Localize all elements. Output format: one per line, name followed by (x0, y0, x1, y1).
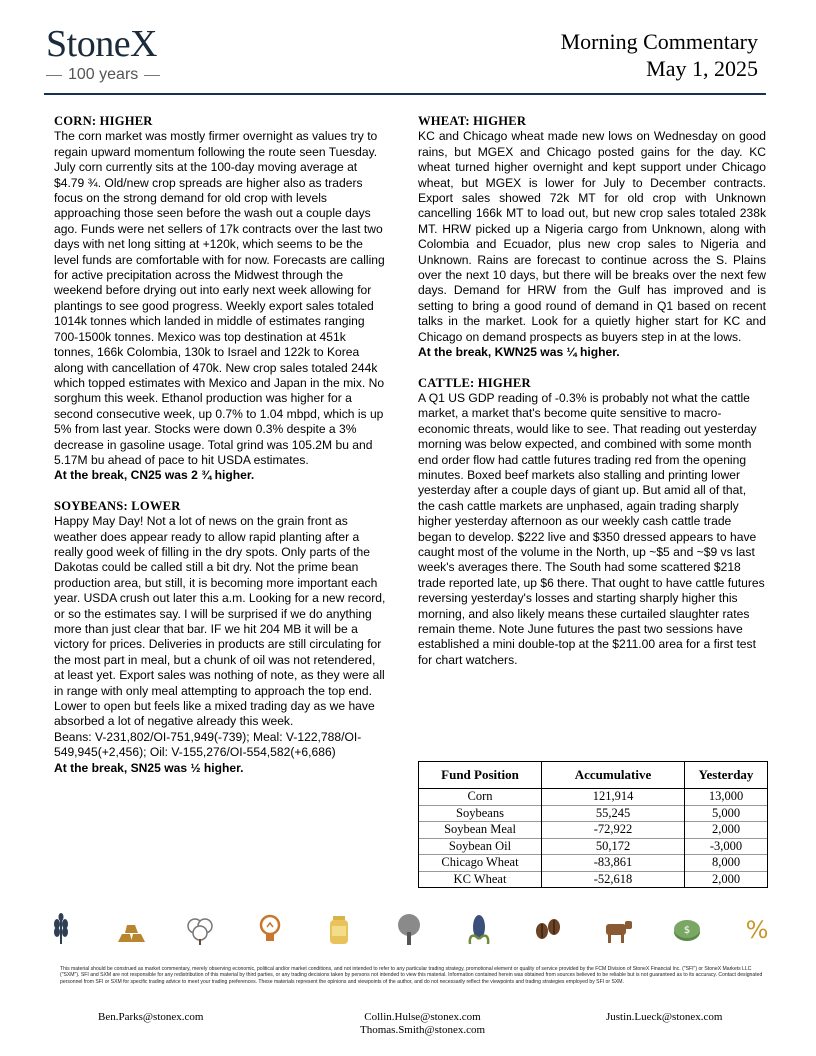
table-cell: 50,172 (542, 838, 685, 855)
table-row (419, 871, 768, 888)
table-row (419, 805, 768, 822)
header-rule (44, 93, 766, 95)
lightbulb-icon (253, 912, 287, 946)
wheat-icon (44, 912, 78, 946)
corn-body: The corn market was mostly firmer overnight as values try to regain upward momentum following the route seen Tuesday. July corn currently sits at the 100-day moving average at $4.79 ¾. Old/new crop spreads are higher also as traders focus on the strong demand for old crop with levels approaching those seen before the wash out a couple days ago. Funds were net sellers of 17k contracts over the last two days with net long sitting at +120k, which seems to be the level funds are comfortable with for now. Forecasts are calling for active precipitation across the Midwest through the weekend before drying out into early next week allowing for plantings to see good progress. Weekly export sales totaled 1014k tonnes which landed in middle of estimates ranging 700-1500k tonnes. Mexico was top destination at 451k tonnes, 166k Colombia, 130k to Israel and 122k to Korea along with cancellation of 470k. New crop sales totaled 244k which topped estimates with Mexico and Japan in the mix. No sorghum this week. Ethanol production was higher for a second consecutive week, up 0.7% to 1.04 mbpd, which is up 5% from last year. Stocks were down 0.3% despite a 3% decrease in gasoline usage. Total grind was 105.2M bu and 5.17M bu ahead of pace to hit USDA estimates. (54, 129, 385, 467)
left-column (54, 114, 388, 776)
wheat-body: KC and Chicago wheat made new lows on Wednesday on good rains, but MGEX and Chicago posted gains for the day. KC wheat turned higher overnight and kept support under Chicago wheat, but MGEX is lower for July to December contracts. Export sales showed 72k MT for old crop with Unknown cancelling 166k MT to load out, but new crop sales totaled 238k MT. HRW picked up a Nigeria cargo from Unknown, along with Colombia and Ecuador, plus new crop sales to Nigeria and Unknown. Rains are forecast to continue across the S. Plains over the next 10 days, but there will be breaks over the next few days. Demand for HRW from the Gulf has improved and is setting to bring a good round of demand in Q1 based on recent talks in the market. Look for a quietly higher start for KC and Chicago on demand prospects as buyers step in at the lows. (418, 129, 766, 344)
fund-position-table (418, 761, 768, 888)
cotton-icon (183, 912, 217, 946)
table-cell: -52,618 (542, 871, 685, 888)
corn-icon (462, 912, 496, 946)
soybeans-stats: Beans: V-231,802/OI-751,949(-739); Meal: V-122,788/OI-549,945(+2,456); Oil: V-155,276/OI-554,582(+6,686) (54, 729, 362, 760)
commodity-icon-strip (44, 905, 774, 953)
table-cell: 2,000 (685, 822, 768, 839)
gold-bars-icon (114, 912, 148, 946)
svg-text:$: $ (684, 925, 691, 936)
money-icon (670, 912, 704, 946)
table-cell: Soybean Meal (419, 822, 542, 839)
table-row (419, 855, 768, 872)
contact-email-link[interactable]: Ben.Parks@stonex.com (98, 1011, 204, 1023)
coffee-beans-icon (531, 912, 565, 946)
table-header: Yesterday (685, 762, 768, 789)
header-title-block (561, 28, 758, 82)
logo-tagline-text: 100 years (68, 66, 139, 83)
cattle-heading: CATTLE: HIGHER (418, 375, 531, 390)
page-date: May 1, 2025 (646, 56, 758, 81)
table-cell: Corn (419, 789, 542, 806)
soybeans-body: Happy May Day! Not a lot of news on the grain front as weather does appear ready to allow rapid planting after a really good week of filling in the dry spots. Only parts of the Dakotas could be called still a bit dry. Not the prime bean production area, but still, it is becoming more important each year. USDA crush out later this a.m. Looking for a new record, or so the estimates say. I will be surprised if we do anything more than just clear that bar. IF we hit 204 MB it will be a victory for prices. Deliveries in products are still circulating for the most part in meal, but a chunk of oil was not retendered, at least yet. Export sales was nothing of note, as they were all in range with only meal attempting to approach the top end. Lower to open but feels like a mixed trading day as we have absorbed a lot of negative already this week. (54, 514, 386, 729)
table-header: Fund Position (419, 762, 542, 789)
cattle-icon (601, 912, 635, 946)
table-cell: 5,000 (685, 805, 768, 822)
table-cell: 8,000 (685, 855, 768, 872)
wheat-break: At the break, KWN25 was ¼ higher. (418, 345, 620, 360)
contact-email-link[interactable]: Collin.Hulse@stonex.com (364, 1011, 481, 1023)
table-cell: -72,922 (542, 822, 685, 839)
contact-email-group (360, 1011, 485, 1037)
table-cell: -3,000 (685, 838, 768, 855)
table-row (419, 838, 768, 855)
table-cell: KC Wheat (419, 871, 542, 888)
right-column (418, 114, 766, 668)
svg-text:%: % (745, 916, 769, 944)
table-cell: -83,861 (542, 855, 685, 872)
table-cell: 121,914 (542, 789, 685, 806)
logo-wordmark: StoneX (46, 23, 157, 65)
table-cell: Chicago Wheat (419, 855, 542, 872)
jar-icon (322, 912, 356, 946)
table-header: Accumulative (542, 762, 685, 789)
corn-break: At the break, CN25 was 2 ¾ higher. (54, 468, 255, 483)
contact-email-link[interactable]: Thomas.Smith@stonex.com (360, 1024, 486, 1036)
table-cell: Soybeans (419, 805, 542, 822)
contact-email-link[interactable]: Justin.Lueck@stonex.com (606, 1011, 723, 1023)
table-header-row (419, 762, 768, 789)
tree-icon (392, 912, 426, 946)
percent-icon (740, 912, 774, 946)
soybeans-heading: SOYBEANS: LOWER (54, 498, 181, 513)
wheat-heading: WHEAT: HIGHER (418, 114, 527, 128)
disclaimer-text: This material should be construed as market commentary, merely observing economic, political and/or market conditions, and not intended to refer to any particular trading strategy, promotional element or quality of service provided by the FCM Division of StoneX Financial Inc. ("SFI") or StoneX Markets LLC ("SXM"). SFI and SXM are not responsible for any redistribution of this material by third parties, or any trading decisions taken by persons not intended to view this material. Information contained herein was obtained from sources believed to be reliable but is not guaranteed as to its accuracy. Contact designated personnel from SFI or SXM for specific trading advice to meet your trading preferences. These materials represent the opinions and viewpoints of the author, and do not necessarily reflect the viewpoints and trading strategies employed by SFI or SXM. (60, 966, 763, 985)
table-cell: 13,000 (685, 789, 768, 806)
soybeans-break: At the break, SN25 was ½ higher. (54, 760, 244, 775)
stonex-logo (46, 24, 160, 84)
table-cell: Soybean Oil (419, 838, 542, 855)
corn-heading: CORN: HIGHER (54, 114, 153, 128)
table-row (419, 789, 768, 806)
table-cell: 55,245 (542, 805, 685, 822)
logo-tagline (46, 66, 160, 84)
cattle-body: A Q1 US GDP reading of -0.3% is probably not what the cattle market, a market that's become quite sensitive to macro-economic threats, would like to see. That reading out yesterday morning was below expected, and combined with some month end order flow had cattle futures trading red from the opening minutes. Boxed beef markets also stalling and printing lower yesterday after a couple days of giant up. But amid all of that, the cash cattle markets are unphased, again trading sharply higher yesterday afternoon as our weekly cash cattle trade began to develop. $222 live and $350 dressed appears to have caught most of the volume in the North, up ~$5 and ~$9 vs last week's averages there. The South had some scattered $218 trade reported late, up $6 there. That ought to have cattle futures reversing yesterday's losses and starting sharply higher this morning, and also likely means these curtailed slaughter rates remain theme. Note June futures the past two sessions have established a mini double-top at the $211.00 area for a first test for chart watchers. (418, 390, 765, 667)
page-title: Morning Commentary (560, 29, 758, 54)
table-row (419, 822, 768, 839)
table-cell: 2,000 (685, 871, 768, 888)
